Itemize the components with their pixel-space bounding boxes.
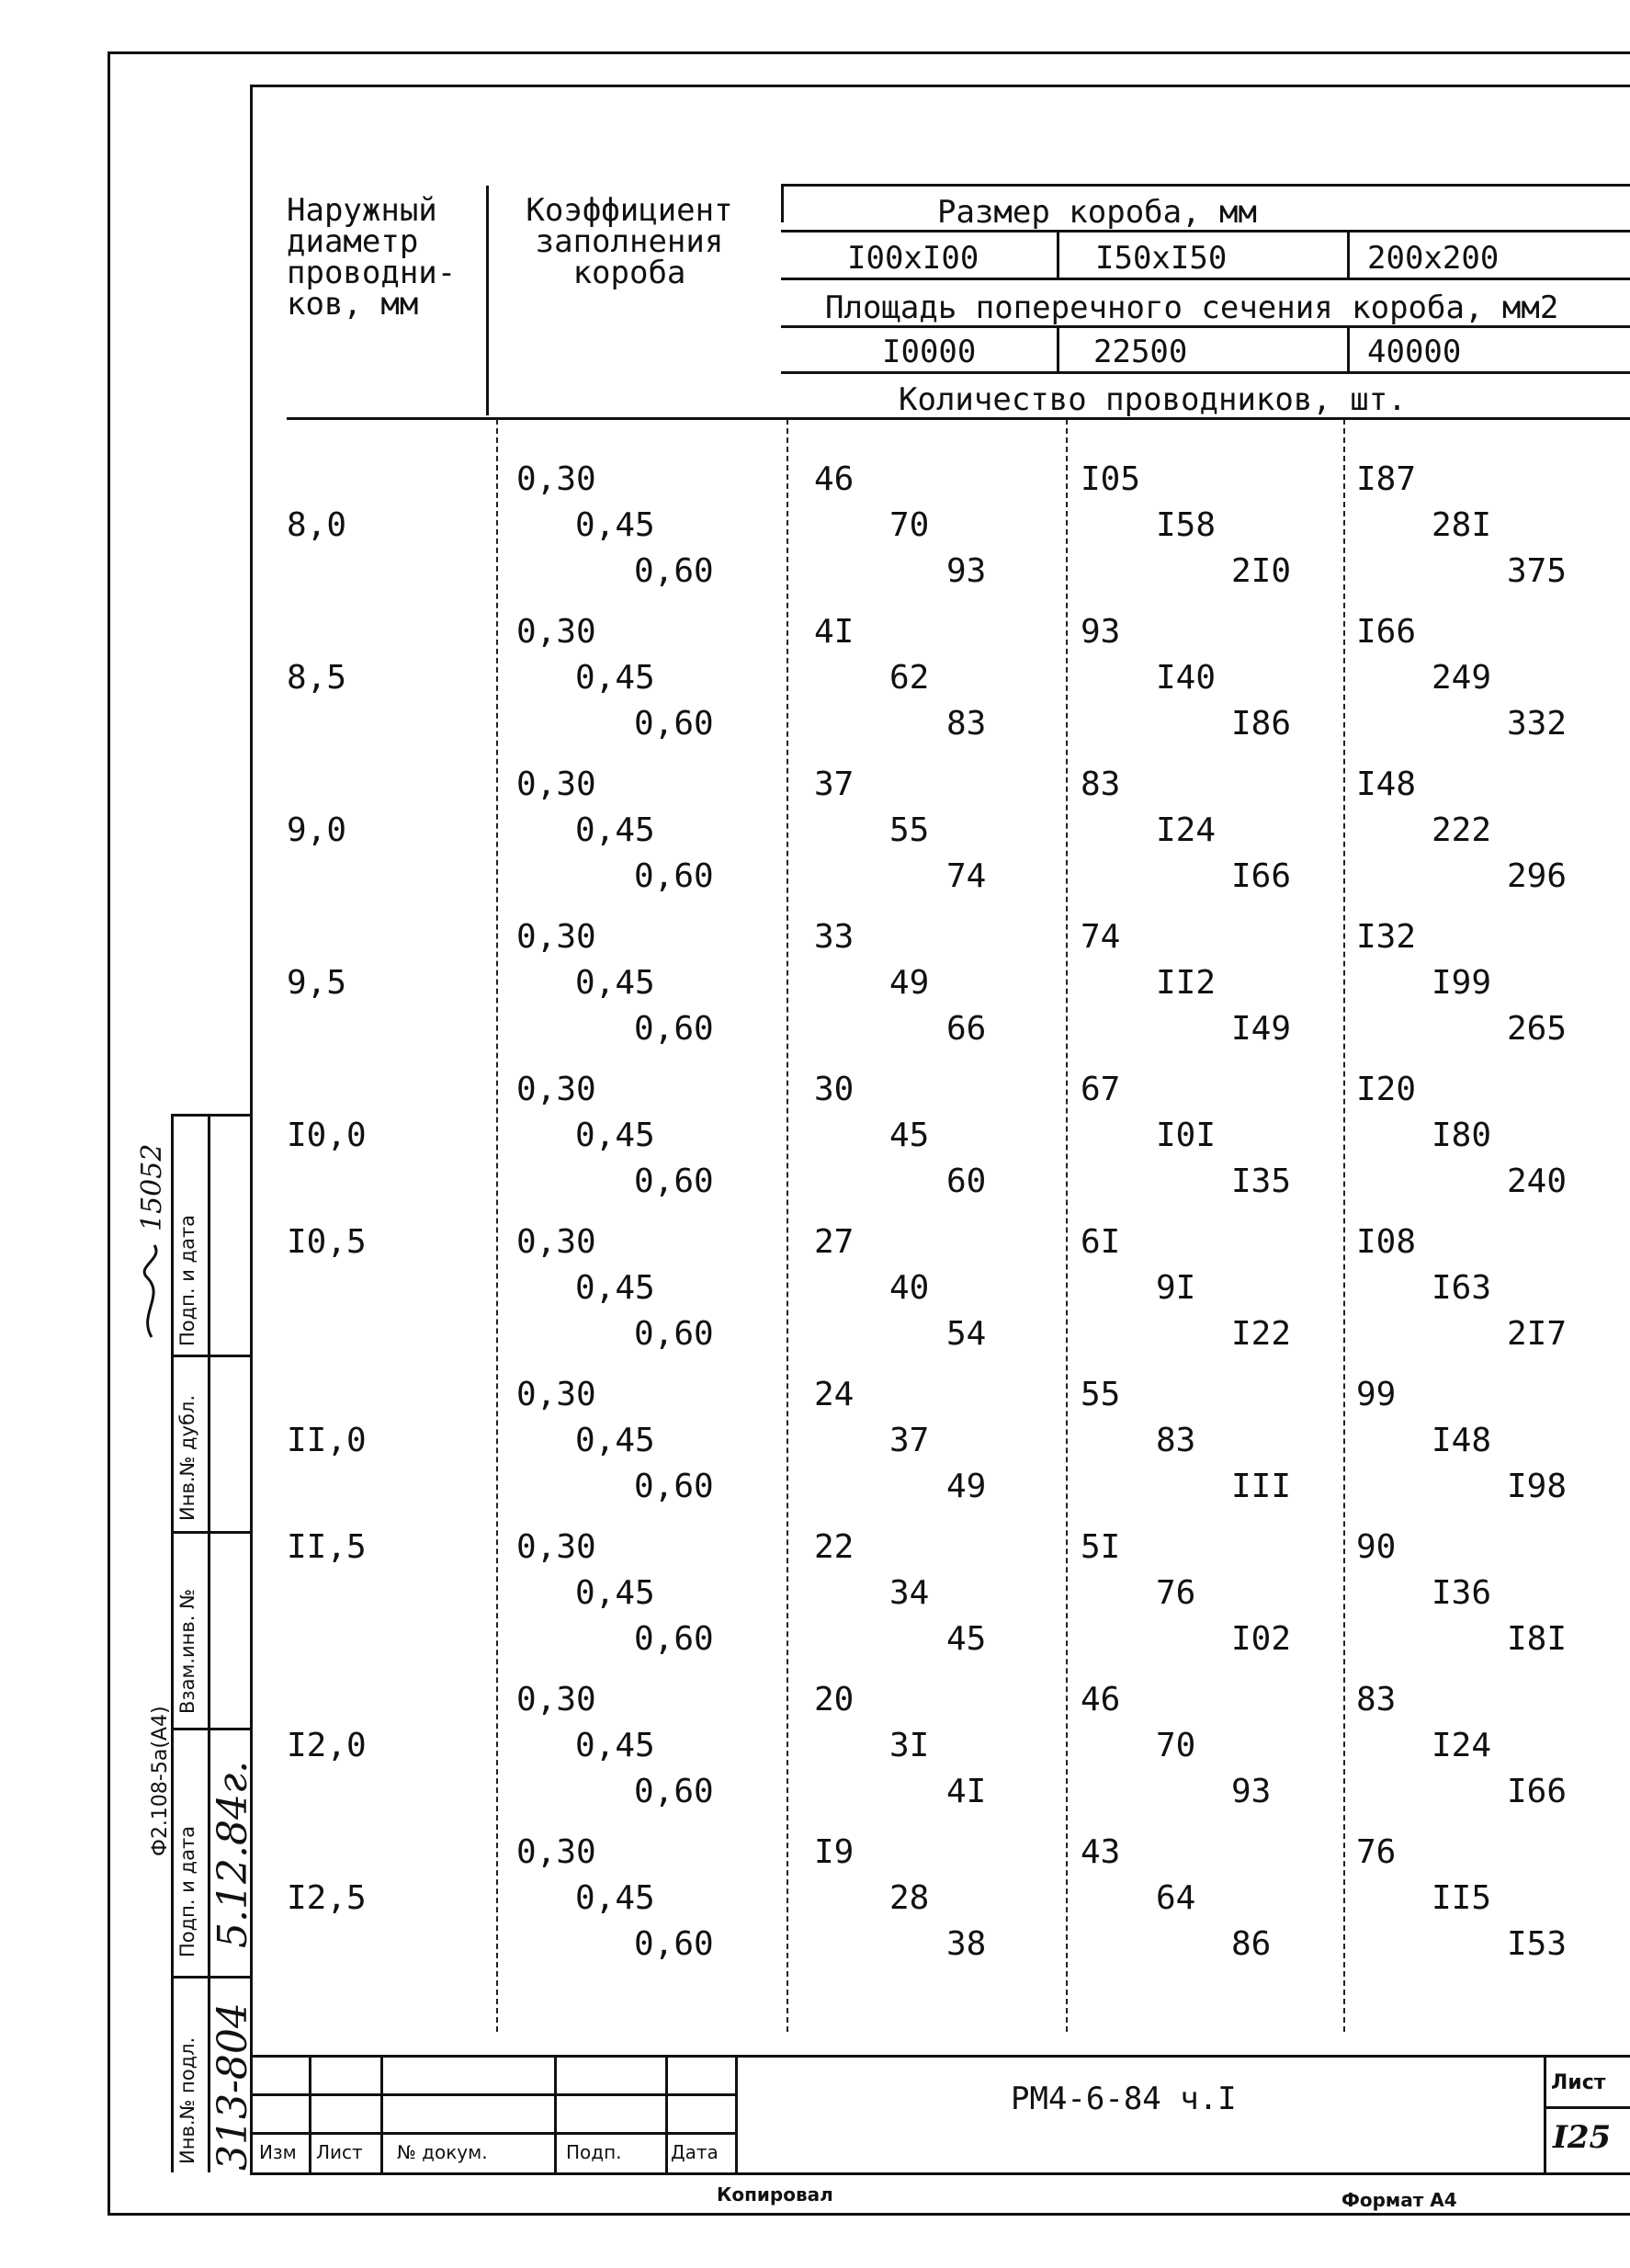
count-150x150: I22 — [1231, 1315, 1292, 1353]
header-diameter-line: диаметр — [287, 223, 419, 260]
copied-label: Копировал — [717, 2183, 833, 2206]
stamp-top — [250, 2055, 1630, 2058]
stamp-label-list: Лист — [316, 2141, 363, 2163]
header-coefficient — [519, 192, 740, 291]
count-200x200: 76 — [1356, 1833, 1397, 1871]
count-100x100: 93 — [946, 552, 987, 590]
count-200x200: I08 — [1356, 1223, 1417, 1261]
coefficient-value: 0,30 — [516, 918, 596, 956]
diameter-value: 9,5 — [287, 964, 347, 1002]
sheet-number: I25 — [1553, 2119, 1612, 2156]
count-150x150: 43 — [1081, 1833, 1121, 1871]
area-divider-1 — [1057, 327, 1059, 371]
header-rule-5 — [781, 371, 1630, 374]
coefficient-value: 0,60 — [634, 552, 714, 590]
count-100x100: 45 — [889, 1117, 930, 1154]
sheet-label: Лист — [1551, 2071, 1606, 2094]
diameter-value: I2,0 — [287, 1727, 367, 1764]
header-diameter-line: ков, мм — [287, 286, 419, 323]
count-200x200: 90 — [1356, 1528, 1397, 1566]
count-150x150: I0I — [1156, 1117, 1217, 1154]
count-100x100: 49 — [946, 1468, 987, 1505]
count-200x200: I80 — [1432, 1117, 1492, 1154]
count-150x150: I58 — [1156, 506, 1217, 544]
count-100x100: 20 — [814, 1681, 855, 1718]
diameter-value: 8,5 — [287, 659, 347, 697]
side-label-inv-podl: Инв.№ подл. — [176, 2036, 198, 2164]
coefficient-value: 0,45 — [575, 1879, 655, 1917]
stamp-col-6 — [1544, 2055, 1546, 2172]
header-diameter-line: проводни- — [287, 255, 457, 291]
side-strip-div-1 — [171, 1355, 250, 1357]
count-100x100: I9 — [814, 1833, 855, 1871]
count-150x150: 93 — [1081, 613, 1121, 651]
coefficient-value: 0,60 — [634, 1773, 714, 1810]
header-rule-4 — [781, 325, 1630, 328]
count-100x100: 37 — [889, 1422, 930, 1459]
count-title: Количество проводников, шт. — [899, 381, 1407, 418]
count-150x150: I40 — [1156, 659, 1217, 697]
count-150x150: 9I — [1156, 1269, 1196, 1307]
size-200: 200x200 — [1367, 240, 1500, 277]
size-150: I50xI50 — [1095, 240, 1228, 277]
stamp-label-sign: Подп. — [566, 2141, 622, 2163]
inner-frame-bottom — [250, 2172, 1630, 2175]
count-150x150: I02 — [1231, 1620, 1292, 1658]
count-150x150: I49 — [1231, 1010, 1292, 1048]
coefficient-value: 0,45 — [575, 1422, 655, 1459]
diameter-value: II,0 — [287, 1422, 367, 1459]
stamp-col-5 — [735, 2055, 738, 2172]
header-coefficient-line: короба — [572, 255, 686, 291]
count-150x150: 74 — [1081, 918, 1121, 956]
coefficient-value: 0,45 — [575, 1727, 655, 1764]
coefficient-value: 0,30 — [516, 1528, 596, 1566]
stamp-label-date: Дата — [671, 2141, 719, 2163]
count-100x100: 22 — [814, 1528, 855, 1566]
side-strip-top — [171, 1114, 250, 1117]
count-100x100: 37 — [814, 765, 855, 803]
coefficient-value: 0,60 — [634, 705, 714, 743]
count-200x200: 28I — [1432, 506, 1492, 544]
count-150x150: 83 — [1156, 1422, 1196, 1459]
count-100x100: 62 — [889, 659, 930, 697]
side-label-vzam: Взам.инв. № — [176, 1589, 198, 1714]
count-150x150: I24 — [1156, 811, 1217, 849]
inv-number-handwritten: 313-804 — [209, 2002, 256, 2171]
header-diameter — [287, 192, 457, 323]
count-150x150: 70 — [1156, 1727, 1196, 1764]
count-200x200: 2I7 — [1507, 1315, 1568, 1353]
count-200x200: I20 — [1356, 1071, 1417, 1108]
count-100x100: 66 — [946, 1010, 987, 1048]
body-divider-200 — [1343, 419, 1345, 2032]
count-200x200: I48 — [1432, 1422, 1492, 1459]
coefficient-value: 0,30 — [516, 1681, 596, 1718]
count-200x200: I32 — [1356, 918, 1417, 956]
body-divider-100 — [787, 419, 788, 2032]
count-100x100: 40 — [889, 1269, 930, 1307]
stamp-label-izm: Изм — [259, 2141, 297, 2163]
size-title: Размер короба, мм — [937, 194, 1257, 231]
size-divider-2 — [1347, 232, 1350, 278]
stamp-col-1 — [309, 2055, 311, 2172]
diameter-value: I0,5 — [287, 1223, 367, 1261]
count-200x200: 249 — [1432, 659, 1492, 697]
count-100x100: 70 — [889, 506, 930, 544]
stamp-col-3 — [554, 2055, 557, 2172]
count-200x200: 99 — [1356, 1376, 1397, 1413]
header-rule-3 — [781, 278, 1630, 280]
header-rule-top — [781, 184, 1630, 187]
count-150x150: I66 — [1231, 857, 1292, 895]
area-divider-2 — [1347, 327, 1350, 371]
count-100x100: 24 — [814, 1376, 855, 1413]
coefficient-value: 0,60 — [634, 857, 714, 895]
side-strip-div-3 — [171, 1728, 250, 1730]
count-150x150: II2 — [1156, 964, 1217, 1002]
coefficient-value: 0,60 — [634, 1315, 714, 1353]
count-150x150: 83 — [1081, 765, 1121, 803]
stamp-sheet-row — [1544, 2106, 1630, 2109]
diameter-value: I2,5 — [287, 1879, 367, 1917]
count-100x100: 4I — [814, 613, 855, 651]
count-100x100: 49 — [889, 964, 930, 1002]
coefficient-value: 0,45 — [575, 1269, 655, 1307]
coefficient-value: 0,60 — [634, 1620, 714, 1658]
header-divider-1 — [486, 186, 489, 415]
count-150x150: 76 — [1156, 1574, 1196, 1612]
coefficient-value: 0,45 — [575, 1117, 655, 1154]
diameter-value: 9,0 — [287, 811, 347, 849]
count-100x100: 38 — [946, 1925, 987, 1963]
coefficient-value: 0,45 — [575, 506, 655, 544]
count-150x150: 67 — [1081, 1071, 1121, 1108]
count-200x200: I99 — [1432, 964, 1492, 1002]
coefficient-value: 0,30 — [516, 1833, 596, 1871]
coefficient-value: 0,45 — [575, 659, 655, 697]
coefficient-value: 0,60 — [634, 1468, 714, 1505]
count-100x100: 3I — [889, 1727, 930, 1764]
inner-frame-top — [250, 85, 1630, 87]
count-150x150: 86 — [1231, 1925, 1272, 1963]
count-100x100: 60 — [946, 1162, 987, 1200]
count-150x150: 5I — [1081, 1528, 1121, 1566]
outer-frame-top — [108, 51, 1630, 54]
count-200x200: I53 — [1507, 1925, 1568, 1963]
count-200x200: 375 — [1507, 552, 1568, 590]
body-divider-150 — [1066, 419, 1068, 2032]
side-label-inv-dubl: Инв.№ дубл. — [176, 1394, 198, 1521]
coefficient-value: 0,60 — [634, 1925, 714, 1963]
count-200x200: 265 — [1507, 1010, 1568, 1048]
count-100x100: 30 — [814, 1071, 855, 1108]
stamp-col-4 — [665, 2055, 668, 2172]
document-code: РМ4-6-84 ч.I — [1011, 2081, 1237, 2117]
count-200x200: I66 — [1356, 613, 1417, 651]
count-100x100: 4I — [946, 1773, 987, 1810]
form-number: Ф2.108-5а(А4) — [149, 1706, 172, 1856]
coefficient-value: 0,45 — [575, 964, 655, 1002]
date-handwritten: 5.12.84г. — [209, 1760, 256, 1948]
coefficient-value: 0,30 — [516, 765, 596, 803]
count-200x200: I24 — [1432, 1727, 1492, 1764]
coefficient-value: 0,30 — [516, 460, 596, 498]
count-150x150: 46 — [1081, 1681, 1121, 1718]
count-100x100: 33 — [814, 918, 855, 956]
coefficient-value: 0,60 — [634, 1010, 714, 1048]
stamp-label-doc: № докум. — [397, 2141, 488, 2163]
count-200x200: I87 — [1356, 460, 1417, 498]
count-100x100: 34 — [889, 1574, 930, 1612]
side-strip-div-4 — [171, 1976, 250, 1979]
coefficient-value: 0,30 — [516, 1223, 596, 1261]
count-150x150: 6I — [1081, 1223, 1121, 1261]
count-150x150: 55 — [1081, 1376, 1121, 1413]
header-rule-bottom — [287, 417, 1630, 420]
format-label: Формат А4 — [1341, 2189, 1457, 2211]
coefficient-value: 0,45 — [575, 1574, 655, 1612]
count-100x100: 74 — [946, 857, 987, 895]
count-200x200: I48 — [1356, 765, 1417, 803]
coefficient-value: 0,30 — [516, 1071, 596, 1108]
count-150x150: I35 — [1231, 1162, 1292, 1200]
size-divider-1 — [1057, 232, 1059, 278]
area-100: I0000 — [882, 334, 977, 370]
header-coefficient-line: заполнения — [535, 223, 724, 260]
outer-frame-left — [108, 53, 110, 2215]
area-150: 22500 — [1093, 334, 1188, 370]
count-100x100: 45 — [946, 1620, 987, 1658]
area-200: 40000 — [1367, 334, 1462, 370]
count-150x150: 93 — [1231, 1773, 1272, 1810]
stamp-row-2 — [250, 2132, 735, 2135]
count-200x200: 83 — [1356, 1681, 1397, 1718]
signature-date-handwritten: 15052 — [136, 1143, 168, 1231]
header-coefficient-line: Коэффициент — [526, 192, 733, 229]
side-strip-div-2 — [171, 1531, 250, 1534]
side-label-podp-date-1: Подп. и дата — [176, 1825, 198, 1957]
count-100x100: 83 — [946, 705, 987, 743]
coefficient-value: 0,30 — [516, 613, 596, 651]
count-200x200: 296 — [1507, 857, 1568, 895]
count-150x150: 2I0 — [1231, 552, 1292, 590]
header-rule-2 — [781, 230, 1630, 232]
signature-mark — [129, 1241, 175, 1342]
coefficient-value: 0,30 — [516, 1376, 596, 1413]
count-200x200: II5 — [1432, 1879, 1492, 1917]
size-100: I00xI00 — [847, 240, 979, 277]
diameter-value: I0,0 — [287, 1117, 367, 1154]
count-200x200: I63 — [1432, 1269, 1492, 1307]
count-200x200: I98 — [1507, 1468, 1568, 1505]
count-200x200: I36 — [1432, 1574, 1492, 1612]
count-200x200: 222 — [1432, 811, 1492, 849]
header-diameter-line: Наружный — [287, 192, 437, 229]
count-150x150: I86 — [1231, 705, 1292, 743]
body-divider-coef — [496, 419, 498, 2032]
count-200x200: 240 — [1507, 1162, 1568, 1200]
count-100x100: 27 — [814, 1223, 855, 1261]
count-200x200: I66 — [1507, 1773, 1568, 1810]
count-100x100: 55 — [889, 811, 930, 849]
area-title: Площадь поперечного сечения короба, мм2 — [825, 289, 1559, 326]
header-divider-2 — [781, 186, 784, 222]
side-label-podp-date-2: Подп. и дата — [176, 1214, 198, 1346]
count-150x150: III — [1231, 1468, 1292, 1505]
stamp-col-2 — [380, 2055, 383, 2172]
diameter-value: 8,0 — [287, 506, 347, 544]
count-100x100: 46 — [814, 460, 855, 498]
count-100x100: 54 — [946, 1315, 987, 1353]
count-200x200: I8I — [1507, 1620, 1568, 1658]
coefficient-value: 0,60 — [634, 1162, 714, 1200]
count-150x150: 64 — [1156, 1879, 1196, 1917]
coefficient-value: 0,45 — [575, 811, 655, 849]
diameter-value: II,5 — [287, 1528, 367, 1566]
stamp-row-1 — [250, 2093, 735, 2096]
count-100x100: 28 — [889, 1879, 930, 1917]
count-150x150: I05 — [1081, 460, 1141, 498]
outer-frame-bottom — [108, 2213, 1630, 2216]
count-200x200: 332 — [1507, 705, 1568, 743]
